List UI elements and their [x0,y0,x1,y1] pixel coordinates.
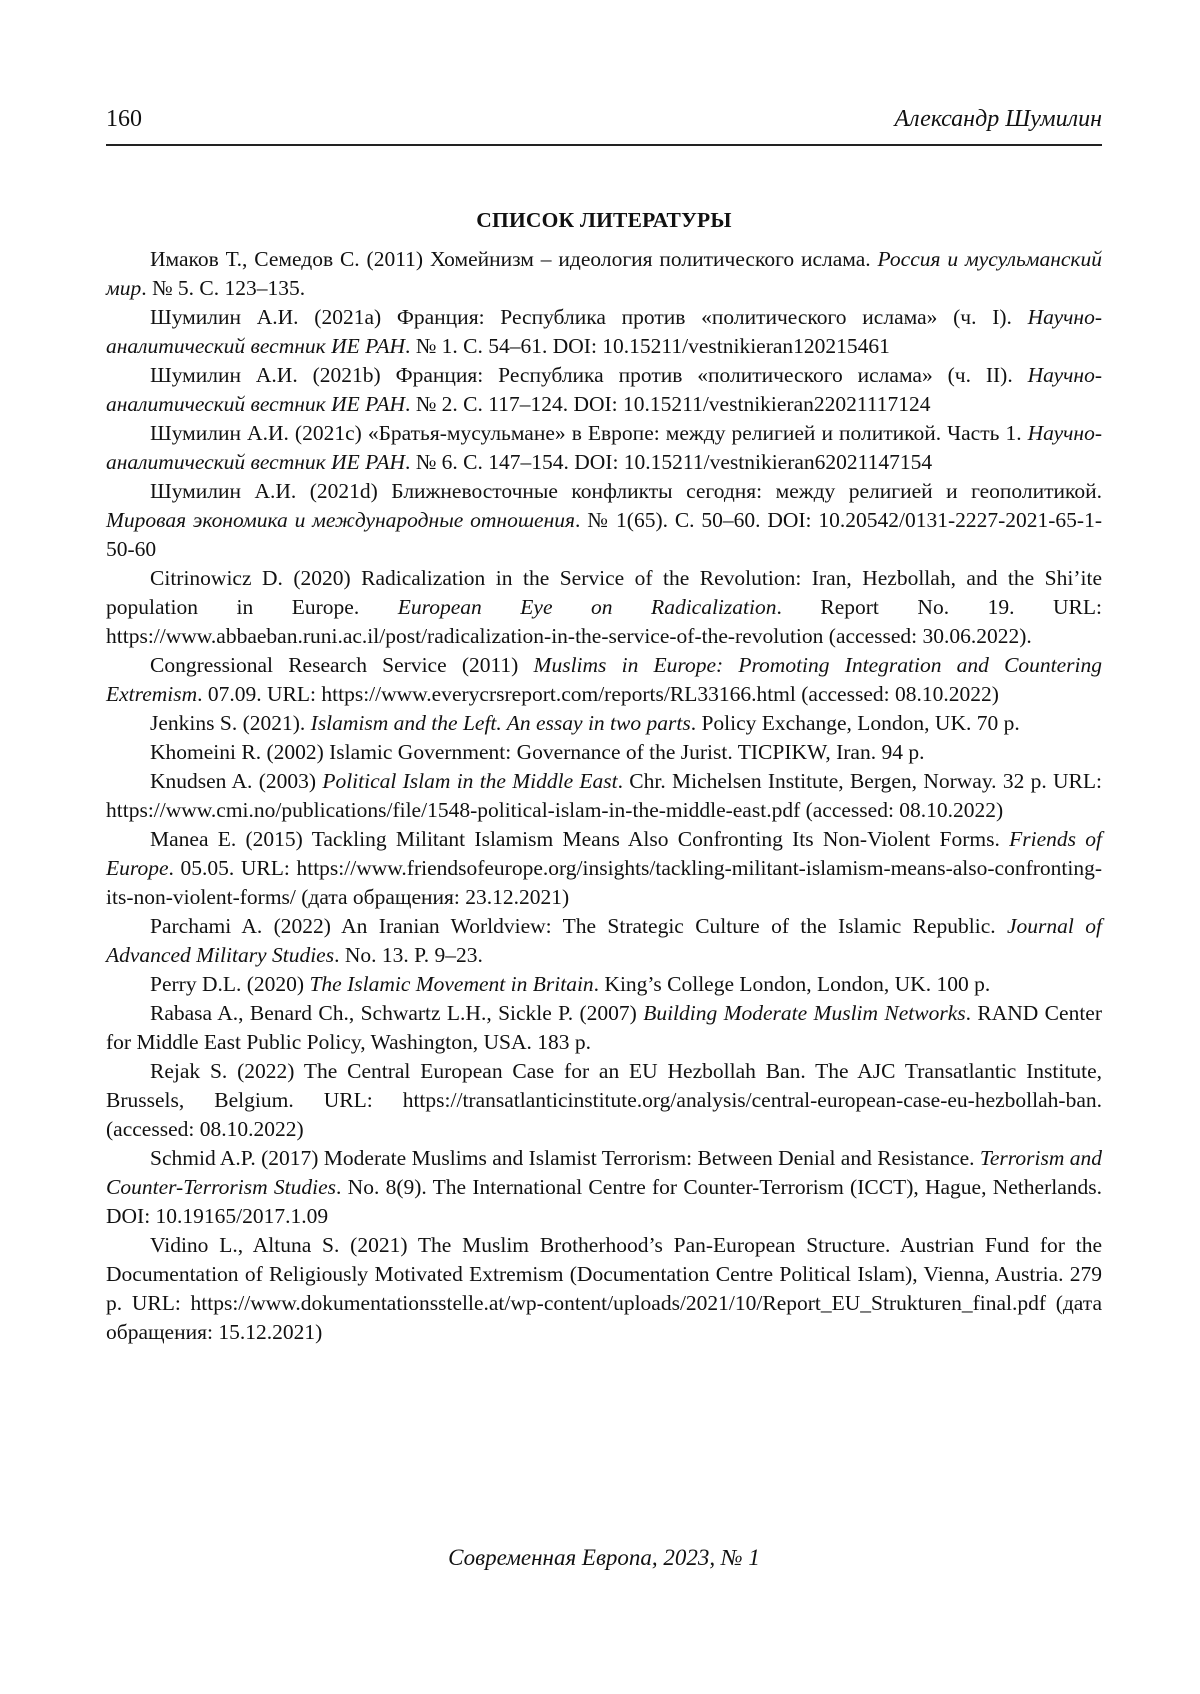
reference-item: Vidino L., Altuna S. (2021) The Muslim Brotherhood’s Pan-European Structure. Austrian Fund for the Documentation of Religiously Motivated Extremism (Documentation Centre Political Islam), Vienna, Austria. 279 p. URL: https://www.dokumentationsstelle.at/wp-content/uploads/2021/10/Report_EU_Strukturen_final.pdf (дата обращения: 15.12.2021) [106,1233,1102,1344]
reference-item: Шумилин А.И. (2021b) Франция: Республика против «политического ислама» (ч. II). Научно-аналитический вестник ИЕ РАН. № 2. С. 117–124. DOI: 10.15211/vestnikieran22021117124 [106,363,1102,416]
reference-item: Citrinowicz D. (2020) Radicalization in the Service of the Revolution: Iran, Hezbollah, and the Shi’ite population in Europe. European Eye on Radicalization. Report No. 19. URL: https://www.abbaeban.runi.ac.il/post/radicalization-in-the-service-of-the-revolution (accessed: 30.06.2022). [106,566,1102,648]
reference-item: Manea E. (2015) Tackling Militant Islamism Means Also Confronting Its Non-Violent Forms. Friends of Europe. 05.05. URL: https://www.friendsofeurope.org/insights/tackling-militant-islamism-means-also-confronting-its-non-violent-forms/ (дата обращения: 23.12.2021) [106,827,1103,909]
reference-item: Parchami A. (2022) An Iranian Worldview: The Strategic Culture of the Islamic Republic. Journal of Advanced Military Studies. No. 13. P. 9–23. [106,914,1102,967]
reference-item: Khomeini R. (2002) Islamic Government: Governance of the Jurist. TICPIKW, Iran. 94 p. [150,740,925,764]
page-header [106,104,1102,146]
reference-item: Rejak S. (2022) The Central European Case for an EU Hezbollah Ban. The AJC Transatlantic Institute, Brussels, Belgium. URL: https://transatlanticinstitute.org/analysis/central-european-case-eu-hezbollah-ban. (accessed: 08.10.2022) [106,1059,1102,1141]
reference-list [106,245,1102,1347]
reference-item: Шумилин А.И. (2021c) «Братья-мусульмане» в Европе: между религией и политикой. Часть 1. Научно-аналитический вестник ИЕ РАН. № 6. С. 147–154. DOI: 10.15211/vestnikieran62021147154 [106,421,1102,474]
journal-footer: Современная Европа, 2023, № 1 [448,1545,760,1570]
reference-item: Knudsen A. (2003) Political Islam in the Middle East. Chr. Michelsen Institute, Bergen, Norway. 32 p. URL: https://www.cmi.no/publications/file/1548-political-islam-in-the-middle-east.pdf (accessed: 08.10.2022) [106,769,1102,822]
reference-item: Congressional Research Service (2011) Muslims in Europe: Promoting Integration and Countering Extremism. 07.09. URL: https://www.everycrsreport.com/reports/RL33166.html (accessed: 08.10.2022) [106,653,1103,706]
reference-item: Шумилин А.И. (2021a) Франция: Республика против «политического ислама» (ч. I). Научно-аналитический вестник ИЕ РАН. № 1. С. 54–61. DOI: 10.15211/vestnikieran120215461 [106,305,1102,358]
reference-item: Rabasa A., Benard Ch., Schwartz L.H., Sickle P. (2007) Building Moderate Muslim Networks. RAND Center for Middle East Public Policy, Washington, USA. 183 p. [106,1001,1102,1054]
reference-item: Шумилин А.И. (2021d) Ближневосточные конфликты сегодня: между религией и геополитикой. Мировая экономика и международные отношения. № 1(65). С. 50–60. DOI: 10.20542/0131-2227-2021-65-1-50-60 [106,479,1102,561]
page-number: 160 [106,106,142,132]
running-title: Александр Шумилин [894,106,1102,132]
reference-item: Perry D.L. (2020) The Islamic Movement in Britain. King’s College London, London, UK. 100 p. [150,972,991,996]
reference-item: Jenkins S. (2021). Islamism and the Left. An essay in two parts. Policy Exchange, London, UK. 70 p. [150,711,1020,735]
reference-item: Schmid A.P. (2017) Moderate Muslims and Islamist Terrorism: Between Denial and Resistance. Terrorism and Counter-Terrorism Studies. No. 8(9). The International Centre for Counter-Terrorism (ICCT), Hague, Netherlands. DOI: 10.19165/2017.1.09 [106,1146,1102,1228]
section-title: СПИСОК ЛИТЕРАТУРЫ [476,208,732,232]
reference-item: Имаков Т., Семедов С. (2011) Хомейнизм – идеология политического ислама. Россия и мусульманский мир. № 5. С. 123–135. [106,247,1102,300]
